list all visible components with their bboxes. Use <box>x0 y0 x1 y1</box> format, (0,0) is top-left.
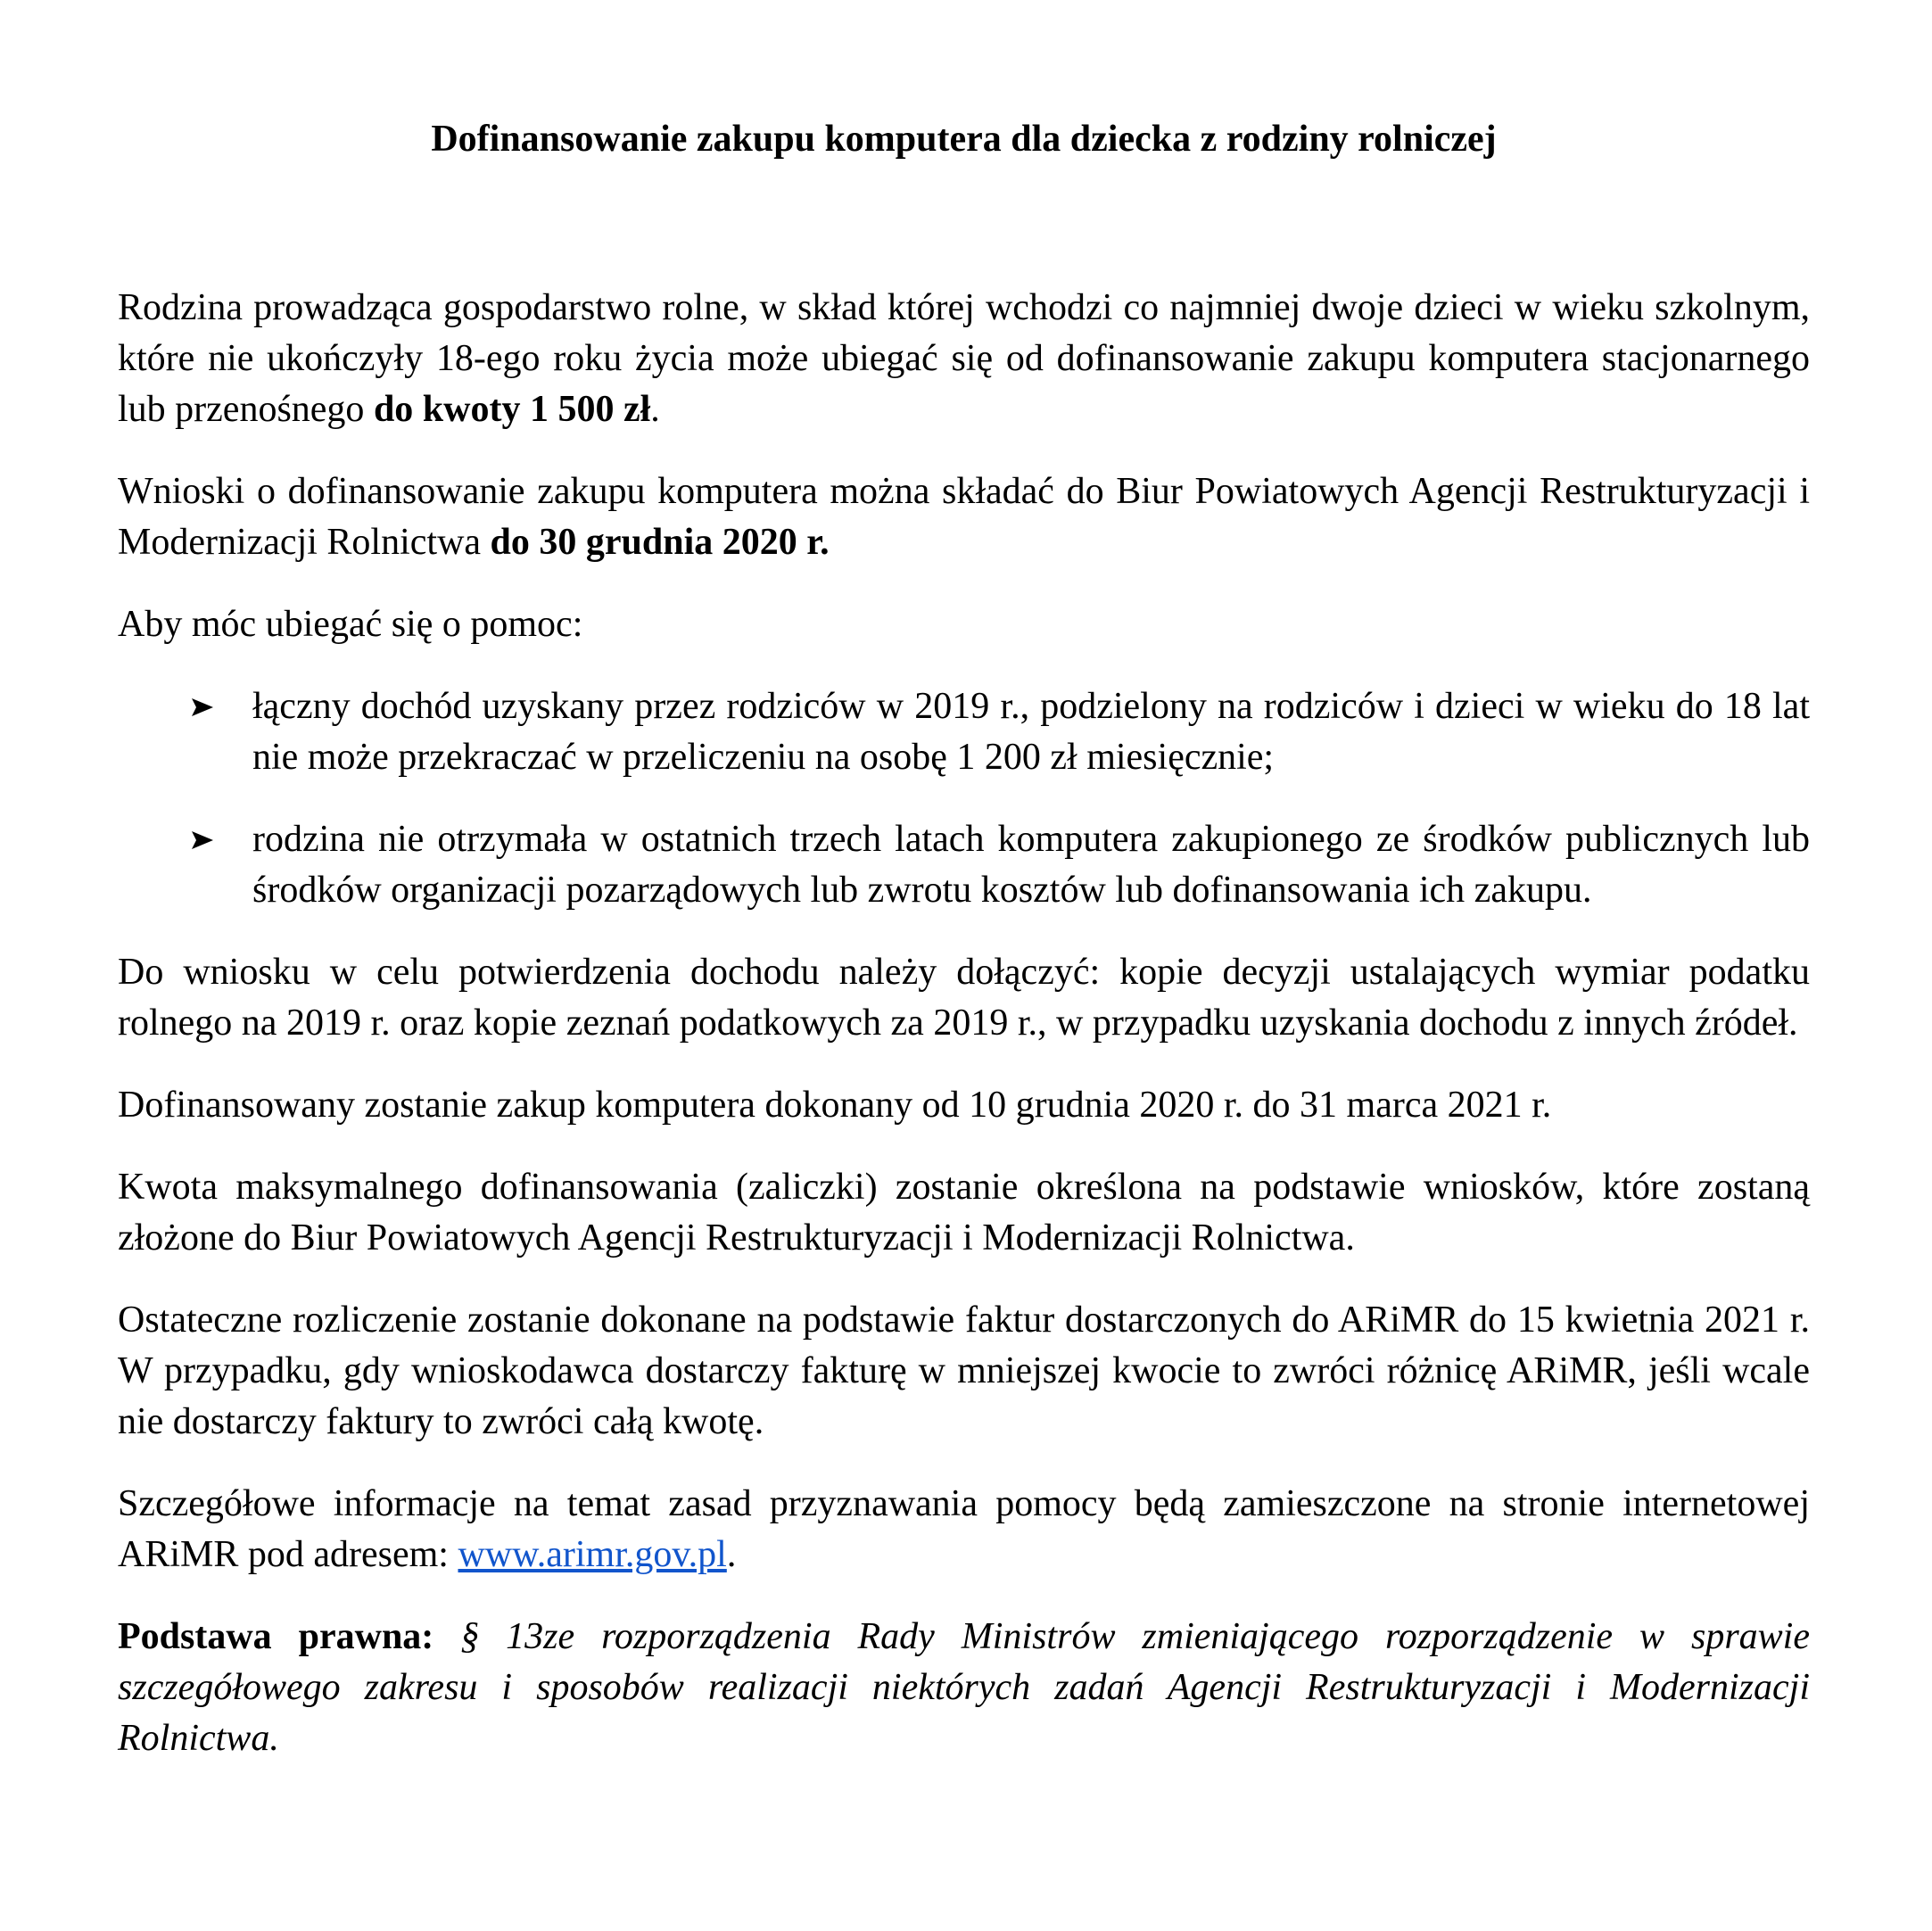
document-body <box>118 283 1810 1764</box>
paragraph-settlement: Ostateczne rozliczenie zostanie dokonane na podstawie faktur dostarczonych do ARiMR do 15 kwietnia 2021 r. W przypadku, gdy wnioskodawca dostarczy fakturę w mniejszej kwocie to zwróci różnicę ARiMR, jeśli wcale nie dostarczy faktury to zwróci całą kwotę. <box>118 1300 1810 1442</box>
conditions-list <box>118 681 1810 916</box>
legal-basis <box>118 1612 1810 1764</box>
list-item <box>252 681 1810 783</box>
paragraph-details-text: Szczegółowe informacje na temat zasad przyznawania pomocy będą zamieszczone na stronie internetowej ARiMR pod adresem: <box>118 1483 1810 1575</box>
arrowhead-bullet-icon <box>189 681 216 732</box>
paragraph-eligibility-text: Rodzina prowadząca gospodarstwo rolne, w skład której wchodzi co najmniej dwoje dzieci w wieku szkolnym, które nie ukończyły 18-ego roku życia może ubiegać się od dofinansowanie zakupu komputera stacjonarnego lub przenośnego <box>118 287 1810 430</box>
application-deadline: do 30 grudnia 2020 r. <box>490 522 830 563</box>
arrowhead-bullet-icon <box>189 814 216 865</box>
condition-text: rodzina nie otrzymała w ostatnich trzech latach komputera zakupionego ze środków publicznych lub środków organizacji pozarządowych lub zwrotu kosztów lub dofinansowania ich zakupu. <box>252 819 1810 911</box>
condition-text: łączny dochód uzyskany przez rodziców w 2019 r., podzielony na rodziców i dzieci w wieku do 18 lat nie może przekraczać w przeliczeniu na osobę 1 200 zł miesięcznie; <box>252 686 1810 778</box>
paragraph-eligibility-end: . <box>650 389 660 430</box>
paragraph-deadline <box>118 466 1810 568</box>
paragraph-eligibility <box>118 283 1810 435</box>
legal-basis-label: Podstawa prawna: <box>118 1616 434 1657</box>
arimr-website-link[interactable]: www.arimr.gov.pl <box>458 1534 727 1575</box>
paragraph-details-end: . <box>726 1534 737 1575</box>
paragraph-advance: Kwota maksymalnego dofinansowania (zaliczki) zostanie określona na podstawie wniosków, które zostaną złożone do Biur Powiatowych Agencji Restrukturyzacji i Modernizacji Rolnictwa. <box>118 1167 1810 1258</box>
document-title: Dofinansowanie zakupu komputera dla dziecka z rodziny rolniczej <box>431 119 1497 160</box>
list-item <box>252 814 1810 916</box>
paragraph-conditions-intro: Aby móc ubiegać się o pomoc: <box>118 604 583 645</box>
paragraph-documents: Do wniosku w celu potwierdzenia dochodu należy dołączyć: kopie decyzji ustalających wymiar podatku rolnego na 2019 r. oraz kopie zeznań podatkowych za 2019 r., w przypadku uzyskania dochodu z innych źródeł. <box>118 952 1810 1044</box>
paragraph-purchase-period: Dofinansowany zostanie zakup komputera dokonany od 10 grudnia 2020 r. do 31 marca 2021 r. <box>118 1085 1552 1126</box>
paragraph-details <box>118 1479 1810 1580</box>
legal-basis-text: § 13ze rozporządzenia Rady Ministrów zmieniającego rozporządzenie w sprawie szczegółowego zakresu i sposobów realizacji niektórych zadań Agencji Restrukturyzacji i Modernizacji Rolnictwa. <box>118 1616 1810 1759</box>
paragraph-deadline-text: Wnioski o dofinansowanie zakupu komputera można składać do Biur Powiatowych Agencji Restrukturyzacji i Modernizacji Rolnictwa <box>118 471 1810 563</box>
max-amount: do kwoty 1 500 zł <box>373 389 651 430</box>
